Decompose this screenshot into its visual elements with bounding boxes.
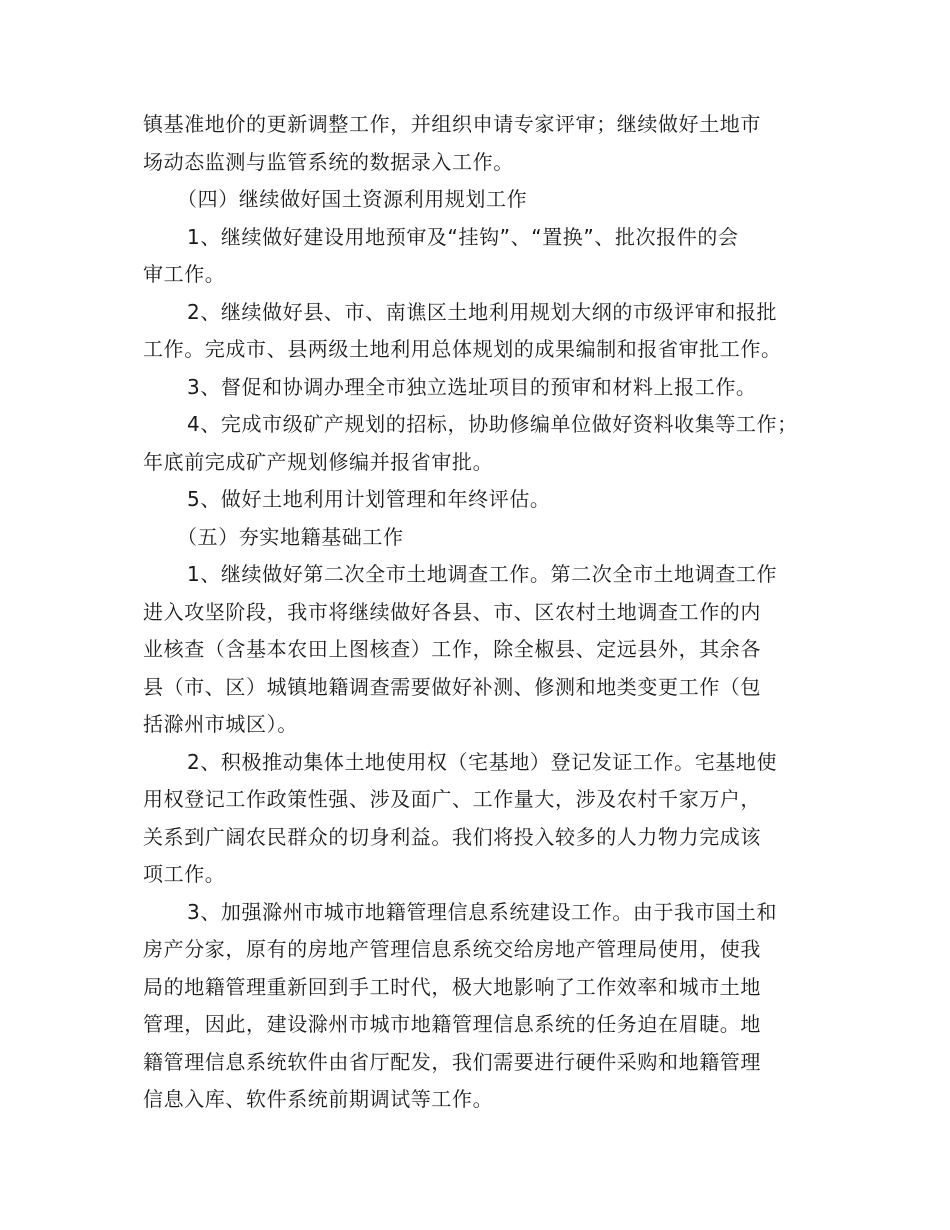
text-line: 场动态监测与监管系统的数据录入工作。 — [143, 149, 514, 174]
section-heading: （四）继续做好国土资源利用规划工作 — [177, 187, 528, 211]
text-line: 房产分家，原有的房地产管理信息系统交给房地产管理局使用，使我 — [143, 937, 761, 961]
text-line: 年底前完成矿产规划修编并报省审批。 — [143, 449, 494, 474]
text-line: 1、继续做好建设用地预审及“挂钩”、“置换”、批次报件的会 — [187, 224, 739, 249]
text-line: 信息入库、软件系统前期调试等工作。 — [143, 1087, 494, 1111]
text-line: 进入攻坚阶段，我市将继续做好各县、市、区农村土地调查工作的内 — [143, 599, 761, 624]
text-line: 管理，因此，建设滁州市城市地籍管理信息系统的任务迫在眉睫。地 — [143, 1012, 761, 1036]
text-line: 审工作。 — [143, 262, 226, 286]
text-line: 5、做好土地利用计划管理和年终评估。 — [187, 487, 551, 511]
text-line: 关系到广阔农民群众的切身利益。我们将投入较多的人力物力完成该 — [143, 824, 761, 849]
text-line: 业核查（含基本农田上图核查）工作，除全椒县、定远县外，其余各 — [143, 637, 761, 661]
document-body — [143, 106, 815, 1119]
text-line: 县（市、区）城镇地籍调查需要做好补测、修测和地类变更工作（包 — [143, 674, 761, 699]
text-line: 2、继续做好县、市、南谯区土地利用规划大纲的市级评审和报批 — [187, 299, 778, 324]
text-line: 工作。完成市、县两级土地利用总体规划的成果编制和报省审批工作。 — [143, 337, 782, 361]
text-line: 镇基准地价的更新调整工作，并组织申请专家评审；继续做好土地市 — [143, 112, 761, 136]
text-line: 括滁州市城区）。 — [143, 712, 298, 736]
text-line: 局的地籍管理重新回到手工时代，极大地影响了工作效率和城市土地 — [143, 974, 761, 999]
text-line: 3、督促和协调办理全市独立选址项目的预审和材料上报工作。 — [187, 374, 757, 399]
text-line: 项工作。 — [143, 862, 226, 886]
text-line: 4、完成市级矿产规划的招标，协助修编单位做好资料收集等工作； — [187, 412, 798, 436]
text-line: 2、积极推动集体土地使用权（宅基地）登记发证工作。宅基地使 — [187, 749, 778, 774]
text-line: 3、加强滁州市城市地籍管理信息系统建设工作。由于我市国土和 — [187, 899, 778, 924]
text-line: 籍管理信息系统软件由省厅配发，我们需要进行硬件采购和地籍管理 — [143, 1049, 761, 1074]
text-line: 用权登记工作政策性强、涉及面广、工作量大，涉及农村千家万户， — [143, 787, 761, 811]
text-line: 1、继续做好第二次全市土地调查工作。第二次全市土地调查工作 — [187, 562, 778, 586]
section-heading: （五）夯实地籍基础工作 — [177, 524, 404, 549]
